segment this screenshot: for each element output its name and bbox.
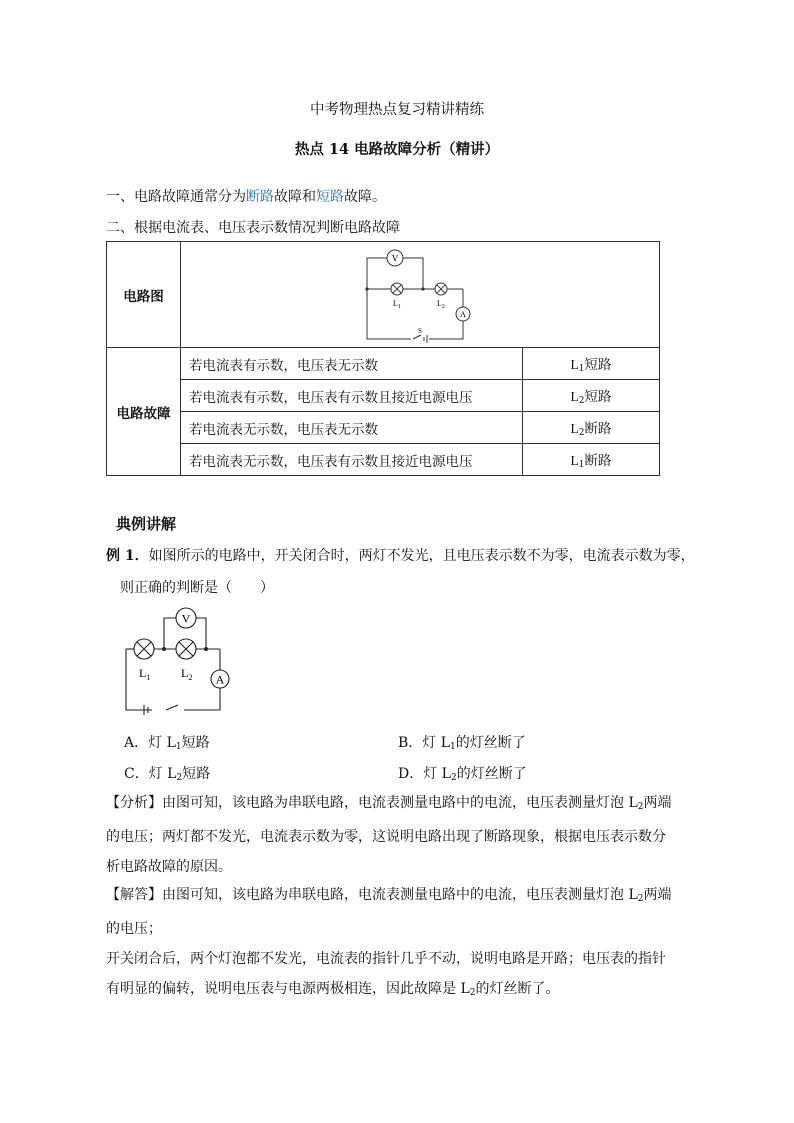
intro-text: 故障。: [344, 189, 386, 205]
voltmeter-label: V: [181, 611, 191, 626]
option-text: 灯 L: [422, 735, 451, 751]
example-label: 例 1．: [106, 548, 149, 564]
fault-cell: [523, 380, 660, 412]
condition-cell: 若电流表有示数，电压表有示数且接近电源电压: [181, 380, 523, 412]
section-title: 典例讲解: [116, 515, 177, 533]
example-circuit-figure: [118, 602, 238, 718]
option-sub: 2: [176, 773, 183, 783]
keyword-open-circuit: 断路: [246, 189, 274, 205]
solution-text: 由图可知，该电路为串联电路，电流表测量电路中的电流，电压表测量灯泡 L: [162, 887, 638, 903]
question-line-2: 则正确的判断是（ ）: [120, 580, 274, 596]
document-subtitle: 热点 14 电路故障分析（精讲）: [294, 141, 500, 158]
fault-cell: [523, 444, 660, 476]
fault-table: [106, 241, 660, 476]
lamp-name: L: [570, 357, 579, 372]
analysis-sub: 2: [637, 802, 644, 812]
solution-line-4: [106, 974, 671, 1008]
condition-cell: 若电流表无示数，电压表无示数: [181, 412, 523, 444]
fault-type: 断路: [584, 421, 612, 437]
analysis-line-3: 析电路故障的原因。: [106, 859, 232, 875]
condition-cell: 若电流表有示数，电压表无示数: [181, 348, 523, 380]
analysis-text: 两端: [643, 795, 672, 811]
lamp-sub: 1: [578, 460, 585, 470]
analysis-line-1: [106, 788, 671, 822]
lamp-sub: 2: [578, 396, 585, 406]
analysis-line-2: 的电压；两灯都不发光，电流表示数为零，这说明电路出现了断路现象，根据电压表示数分: [106, 829, 666, 845]
solution-line-1: [106, 880, 671, 914]
option-letter: B．: [398, 735, 423, 751]
document-title: 中考物理热点复习精讲精练: [310, 102, 484, 118]
lamp1-label: $L_1$: [393, 298, 401, 310]
intro-line-1: [106, 186, 386, 206]
option-sub: 1: [175, 742, 182, 752]
option-letter: A．: [124, 735, 149, 751]
condition-cell: 若电流表无示数，电压表有示数且接近电源电压: [181, 444, 523, 476]
table-row: [107, 412, 660, 444]
analysis-block: [106, 788, 671, 882]
ammeter-label: A: [460, 309, 466, 319]
diagram-row: [107, 242, 660, 348]
fault-label: 电路故障: [107, 348, 181, 476]
option-sub: 1: [450, 742, 456, 752]
option-text: 灯 L: [423, 766, 451, 782]
intro-text: 故障和: [274, 189, 316, 205]
solution-sub: 2: [637, 894, 644, 904]
option-b[interactable]: [398, 732, 526, 752]
intro-line-2: 二、根据电流表、电压表示数情况判断电路故障: [106, 220, 400, 236]
fault-cell: [523, 412, 660, 444]
circuit-diagram: [181, 243, 659, 347]
lamp-name: L: [570, 453, 579, 468]
keyword-short-circuit: 短路: [316, 189, 344, 205]
option-sub: 2: [450, 773, 457, 783]
fault-type: 短路: [584, 357, 612, 373]
solution-text: 的灯丝断了。: [475, 981, 560, 997]
option-text: 短路: [182, 766, 211, 782]
option-c[interactable]: [124, 763, 210, 783]
lamp1-label: $L_1$: [139, 666, 151, 682]
solution-tag: 【解答】: [106, 887, 162, 903]
solution-line-3: 开关闭合后，两个灯泡都不发光，电流表的指针几乎不动，说明电路是开路；电压表的指针: [106, 951, 666, 967]
table-row: [107, 444, 660, 476]
option-text: 灯 L: [148, 766, 177, 782]
intro-text: 一、电路故障通常分为: [106, 189, 246, 205]
lamp-sub: 2: [578, 428, 585, 438]
option-text: 灯 L: [148, 735, 176, 751]
lamp-name: L: [570, 421, 579, 436]
solution-text: 两端: [643, 887, 672, 903]
diagram-cell: [181, 242, 660, 348]
lamp2-label: $L_2$: [181, 666, 193, 682]
lamp2-label: $L_2$: [437, 298, 445, 310]
analysis-text: 由图可知，该电路为串联电路，电流表测量电路中的电流，电压表测量灯泡 L: [162, 795, 638, 811]
option-letter: C．: [124, 766, 149, 782]
option-a[interactable]: [124, 732, 210, 752]
fault-type: 断路: [584, 453, 612, 469]
question-text: 如图所示的电路中，开关闭合时，两灯不发光，且电压表示数不为零，电流表示数为零，: [148, 548, 695, 564]
solution-sub: 2: [469, 988, 476, 998]
solution-text: 有明显的偏转，说明电压表与电源两极相连，因此故障是 L: [106, 981, 470, 997]
option-letter: D．: [398, 766, 424, 782]
fault-type: 短路: [584, 389, 612, 405]
option-d[interactable]: [398, 763, 527, 783]
option-text: 短路: [181, 735, 210, 751]
switch-label: S: [418, 326, 422, 335]
diagram-label: 电路图: [107, 242, 181, 348]
ammeter-label: A: [215, 672, 225, 687]
option-text: 的灯丝断了: [455, 735, 526, 751]
lamp-sub: 1: [578, 364, 585, 374]
voltmeter-label: V: [391, 253, 399, 263]
solution-line-2: 的电压；: [106, 921, 162, 937]
lamp-name: L: [570, 389, 579, 404]
fault-cell: [523, 348, 660, 380]
option-text: 的灯丝断了: [456, 766, 527, 782]
table-row: [107, 380, 660, 412]
question-line-1: [106, 545, 695, 565]
solution-block: [106, 880, 671, 1008]
analysis-tag: 【分析】: [106, 795, 162, 811]
table-row: [107, 348, 660, 380]
